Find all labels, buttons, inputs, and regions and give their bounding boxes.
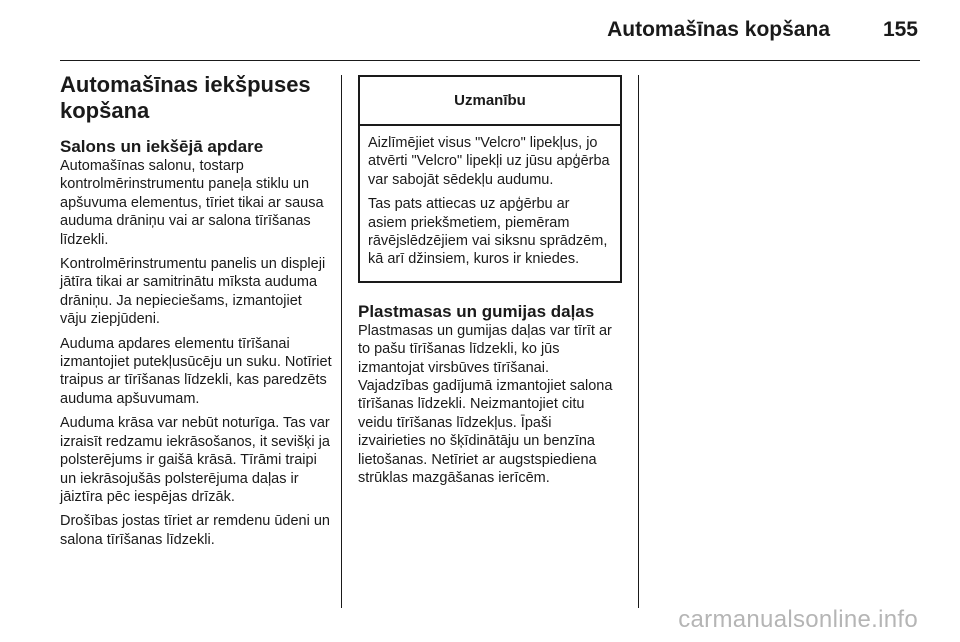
caution-box — [358, 75, 622, 283]
column-divider-left — [341, 75, 342, 608]
paragraph: Auduma krāsa var nebūt noturīga. Tas var izraisīt redzamu iekrāsošanos, it sevišķi ja polsterējums ir gaišā krāsā. Tīrāmi traipi un iekrāsojušās polsterējuma daļas ir jāiztīra pēc iespējas drīzāk. — [60, 415, 330, 505]
paragraph: Kontrolmērinstrumentu panelis un displeji jātīra tikai ar samitrinātu mīksta auduma drāniņu. Ja nepieciešams, izmantojiet vāju ziepjūdeni. — [60, 256, 326, 328]
header-rule — [60, 60, 920, 61]
running-header-title: Automašīnas kopšana — [607, 18, 830, 41]
column-left — [60, 72, 332, 555]
paragraph: Drošības jostas tīriet ar remdenu ūdeni un salona tīrīšanas līdzekli. — [60, 513, 330, 548]
subsection-title-plastics: Plastmasas un gumijas daļas — [358, 301, 595, 321]
caution-body — [360, 126, 620, 281]
paragraph: Plastmasas un gumijas daļas var tīrīt ar to pašu tīrīšanas līdzekli, ko jūs izmantojat virsbūves tīrīšanai. Vajadzības gadījumā izmantojiet salona tīrīšanas līdzekli. Neizmantojiet citu veidu tīrīšanas līdzekļus. Īpaši izvairieties no šķīdinātāju un benzīna lietošanas. Netīriet ar augstspiediena strūklas mazgāšanas ierīcēm. — [358, 322, 613, 487]
watermark: carmanualsonline.info — [678, 606, 918, 633]
paragraph: Automašīnas salonu, tostarp kontrolmērinstrumentu paneļa stiklu un apšuvuma elementus, tīriet tikai ar sausa auduma drāniņu vai ar salona tīrīšanas līdzekli. — [60, 158, 324, 248]
subsection-title-interior: Salons un iekšējā apdare — [60, 137, 264, 156]
caution-paragraph: Aizlīmējiet visus "Velcro" lipekļus, jo atvērti "Velcro" lipekļi uz jūsu apģērba var sabojāt sēdekļu audumu. — [368, 135, 610, 188]
caution-paragraph: Tas pats attiecas uz apģērbu ar asiem priekšmetiem, piemēram rāvējslēdzējiem vai siksnu sprādzēm, kā arī džinsiem, kuros ir kniedes. — [368, 196, 608, 268]
page-number: 155 — [882, 18, 918, 41]
caution-title: Uzmanību — [360, 77, 620, 126]
column-divider-right — [638, 75, 639, 608]
section-title: Automašīnas iekšpuses kopšana — [60, 72, 311, 123]
column-middle — [358, 75, 622, 494]
paragraph: Auduma apdares elementu tīrīšanai izmantojiet putekļusūcēju un suku. Notīriet traipus ar tīrīšanas līdzekli, kas paredzēts auduma apšuvumam. — [60, 335, 332, 407]
